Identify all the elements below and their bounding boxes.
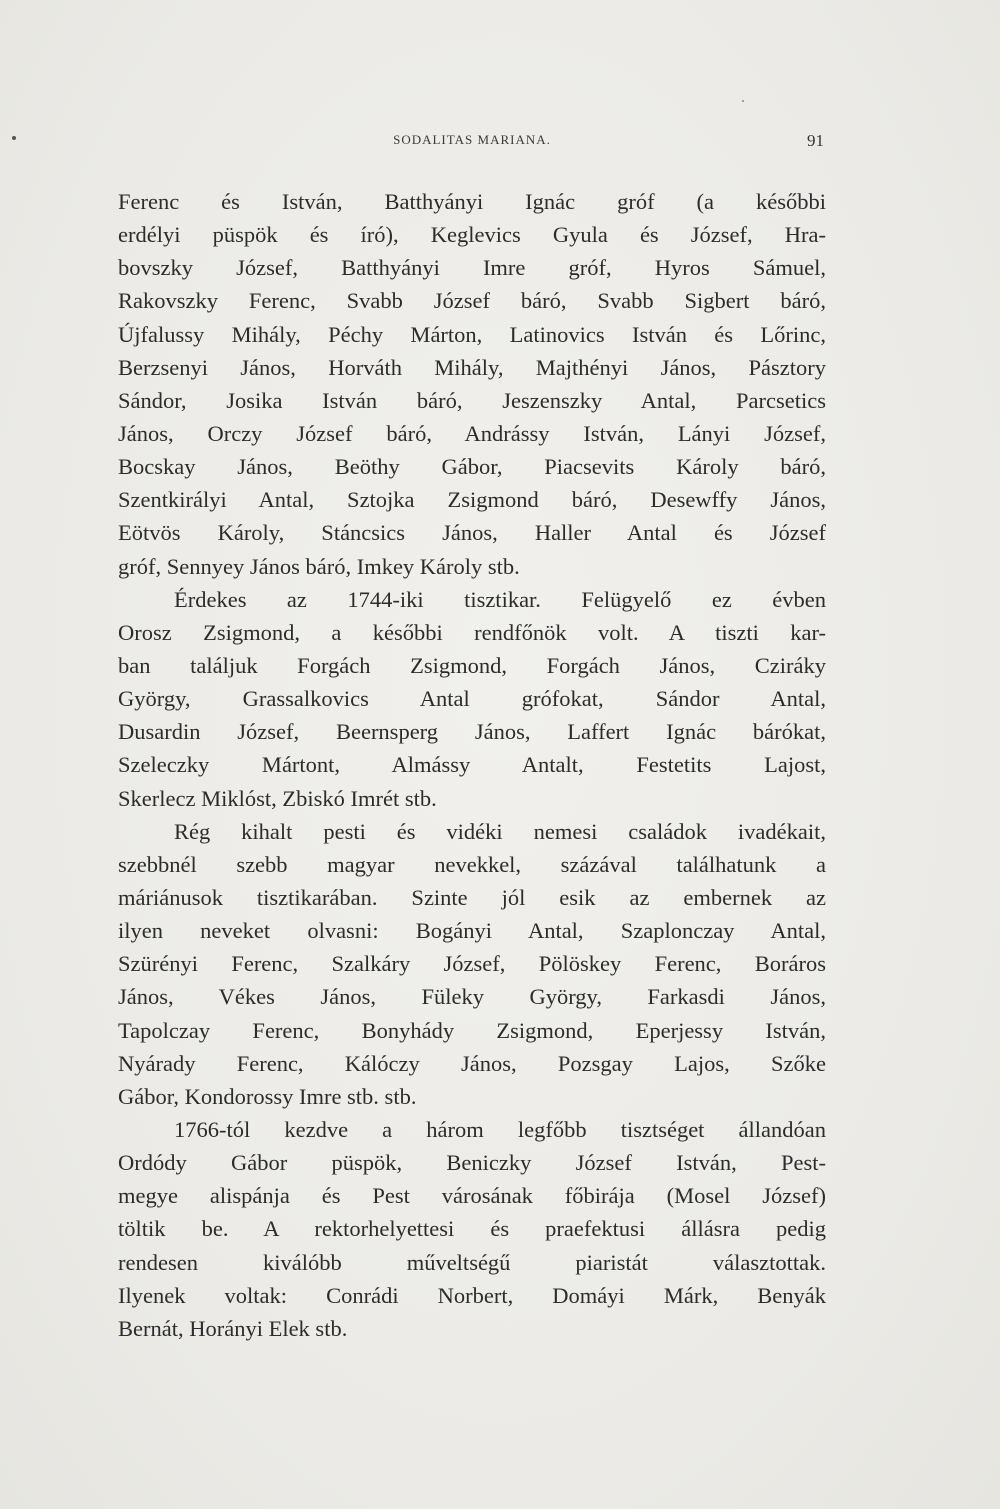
text-line: Újfalussy Mihály, Péchy Márton, Latinovics István és Lőrinc, xyxy=(118,321,826,347)
text-line: Bocskay János, Beöthy Gábor, Piacsevits Károly báró, xyxy=(118,454,826,480)
text-line: megye alispánja és Pest városának főbirája (Mosel József) xyxy=(118,1183,826,1209)
text-line: Orosz Zsigmond, a későbbi rendfőnök volt. A tiszti kar- xyxy=(118,619,826,645)
body-text xyxy=(118,185,826,1345)
text-line: ilyen neveket olvasni: Bogányi Antal, Szaplonczay Antal, xyxy=(118,918,826,944)
text-line: 1766-tól kezdve a három legfőbb tisztséget állandóan xyxy=(174,1116,826,1142)
text-line: Ferenc és István, Batthyányi Ignác gróf (a későbbi xyxy=(118,189,826,214)
text-line: Gábor, Kondorossy Imre stb. stb. xyxy=(118,1083,417,1109)
text-line: töltik be. A rektorhelyettesi és praefektusi állásra pedig xyxy=(118,1216,826,1242)
text-line: Dusardin József, Beernsperg János, Laffert Ignác bárókat, xyxy=(118,719,826,745)
text-line: Szürényi Ferenc, Szalkáry József, Pölöskey Ferenc, Boráros xyxy=(118,951,826,977)
running-head xyxy=(118,132,826,152)
text-line: György, Grassalkovics Antal grófokat, Sándor Antal, xyxy=(118,686,826,712)
text-line: Érdekes az 1744-iki tisztikar. Felügyelő ez évben xyxy=(174,586,826,612)
text-line: Sándor, Josika István báró, Jeszenszky Antal, Parcsetics xyxy=(118,387,826,413)
text-line: rendesen kiválóbb műveltségű piaristát választottak. xyxy=(118,1249,826,1275)
print-speck xyxy=(12,136,16,140)
text-line: Tapolczay Ferenc, Bonyhády Zsigmond, Eperjessy István, xyxy=(118,1017,826,1043)
text-line: Rég kihalt pesti és vidéki nemesi családok ivadékait, xyxy=(174,818,826,844)
text-line: gróf, Sennyey János báró, Imkey Károly stb. xyxy=(118,553,520,579)
page-number: 91 xyxy=(807,131,824,150)
text-line: Szentkirályi Antal, Sztojka Zsigmond báró, Desewffy János, xyxy=(118,487,826,513)
text-line: Eötvös Károly, Stáncsics János, Haller Antal és József xyxy=(118,520,826,546)
text-line: Ordódy Gábor püspök, Beniczky József István, Pest- xyxy=(118,1150,826,1176)
print-speck xyxy=(742,100,744,102)
text-line: János, Vékes János, Füleky György, Farkasdi János, xyxy=(118,984,826,1010)
text-line: erdélyi püspök és író), Keglevics Gyula és József, Hra- xyxy=(118,222,826,248)
running-title: SODALITAS MARIANA. xyxy=(393,132,551,147)
text-line: Bernát, Horányi Elek stb. xyxy=(118,1315,348,1341)
text-line: szebbnél szebb magyar nevekkel, százával találhatunk a xyxy=(118,851,826,877)
text-line: Skerlecz Miklóst, Zbiskó Imrét stb. xyxy=(118,785,437,811)
text-line: bovszky József, Batthyányi Imre gróf, Hyros Sámuel, xyxy=(118,255,826,281)
text-line: Berzsenyi János, Horváth Mihály, Majthényi János, Pásztory xyxy=(118,354,826,380)
text-line: Rakovszky Ferenc, Svabb József báró, Svabb Sigbert báró, xyxy=(118,288,826,314)
text-line: Ilyenek voltak: Conrádi Norbert, Domáyi Márk, Benyák xyxy=(118,1282,826,1308)
text-line: János, Orczy József báró, Andrássy István, Lányi József, xyxy=(118,420,826,446)
text-line: ban találjuk Forgách Zsigmond, Forgách János, Cziráky xyxy=(118,652,826,678)
text-line: máriánusok tisztikarában. Szinte jól esik az embernek az xyxy=(118,884,826,910)
text-line: Nyárady Ferenc, Kálóczy János, Pozsgay Lajos, Szőke xyxy=(118,1050,826,1076)
text-line: Szeleczky Mártont, Almássy Antalt, Festetits Lajost, xyxy=(118,752,826,778)
